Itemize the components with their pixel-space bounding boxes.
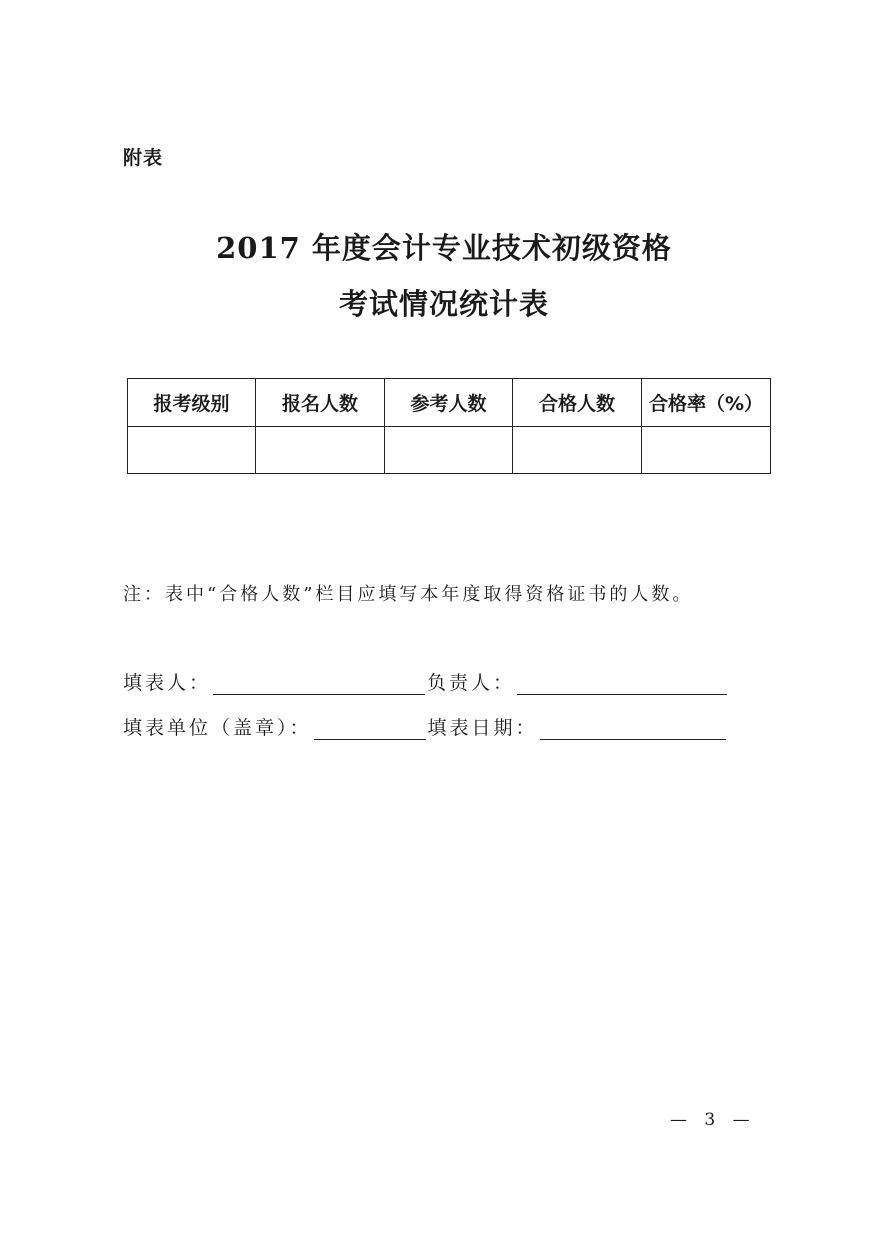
unit-label: 填表单位（盖章）： [123, 717, 312, 739]
table-row [128, 427, 771, 474]
document-title-line-1: 2017 年度会计专业技术初级资格 [216, 231, 672, 265]
column-header-passed-count: 合格人数 [513, 379, 642, 427]
responsible-label: 负责人： [427, 672, 516, 694]
column-header-pass-rate: 合格率（%） [642, 379, 771, 427]
column-header-registered-count: 报名人数 [256, 379, 385, 427]
table-cell-registered-count[interactable] [256, 427, 385, 474]
attachment-label: 附表 [123, 147, 164, 169]
table-cell-passed-count[interactable] [513, 427, 642, 474]
date-label: 填表日期： [427, 717, 538, 739]
table-cell-participant-count[interactable] [385, 427, 513, 474]
unit-field[interactable] [314, 715, 426, 740]
document-title-line-2: 考试情况统计表 [338, 287, 549, 321]
signature-row-2 [123, 713, 728, 740]
table-note: 注：表中“合格人数”栏目应填写本年度取得资格证书的人数。 [123, 584, 694, 605]
table-header-row [128, 379, 771, 427]
filler-label: 填表人： [123, 672, 212, 694]
responsible-field[interactable] [517, 670, 727, 695]
statistics-table [127, 378, 771, 474]
signature-row-1 [123, 668, 729, 695]
column-header-participant-count: 参考人数 [385, 379, 513, 427]
table-cell-pass-rate[interactable] [642, 427, 771, 474]
filler-field[interactable] [213, 670, 425, 695]
table-cell-exam-level[interactable] [128, 427, 256, 474]
column-header-exam-level: 报考级别 [128, 379, 256, 427]
page-number: — 3 — [670, 1110, 756, 1130]
date-field[interactable] [540, 715, 726, 740]
